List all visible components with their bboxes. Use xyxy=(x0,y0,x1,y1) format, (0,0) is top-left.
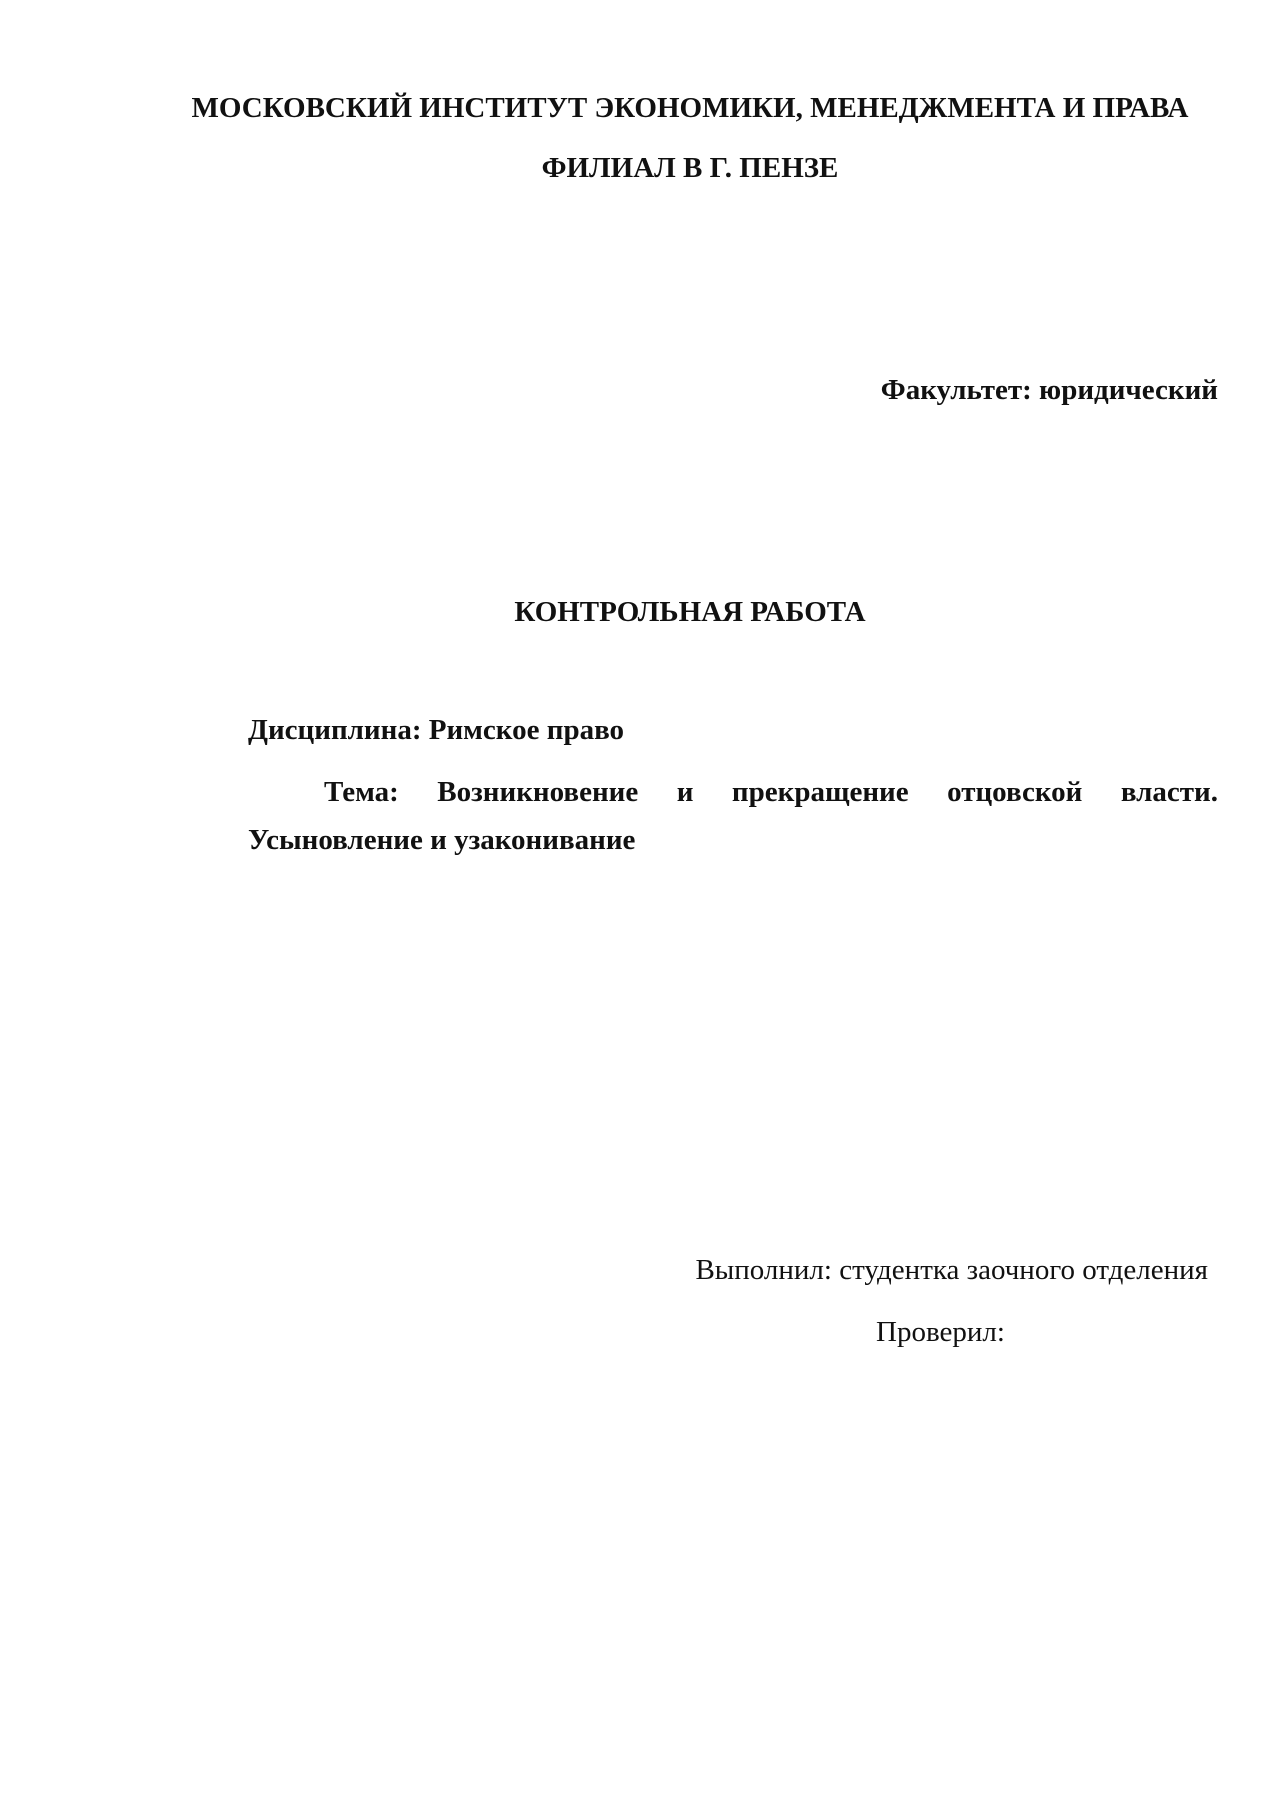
work-type-title: КОНТРОЛЬНАЯ РАБОТА xyxy=(514,596,866,628)
faculty-line: Факультет: юридический xyxy=(880,374,1218,406)
checked-by-line: Проверил: xyxy=(876,1316,1005,1348)
branch-name: ФИЛИАЛ В Г. ПЕНЗЕ xyxy=(541,152,839,184)
institute-name: МОСКОВСКИЙ ИНСТИТУТ ЭКОНОМИКИ, МЕНЕДЖМЕНТА И ПРАВА xyxy=(191,92,1189,124)
topic-paragraph: Тема: Возникновение и прекращение отцовской власти. Усыновление и узаконивание xyxy=(248,776,1218,856)
performed-by-line: Выполнил: студентка заочного отделения xyxy=(695,1254,1208,1286)
discipline-line: Дисциплина: Римское право xyxy=(248,714,625,746)
